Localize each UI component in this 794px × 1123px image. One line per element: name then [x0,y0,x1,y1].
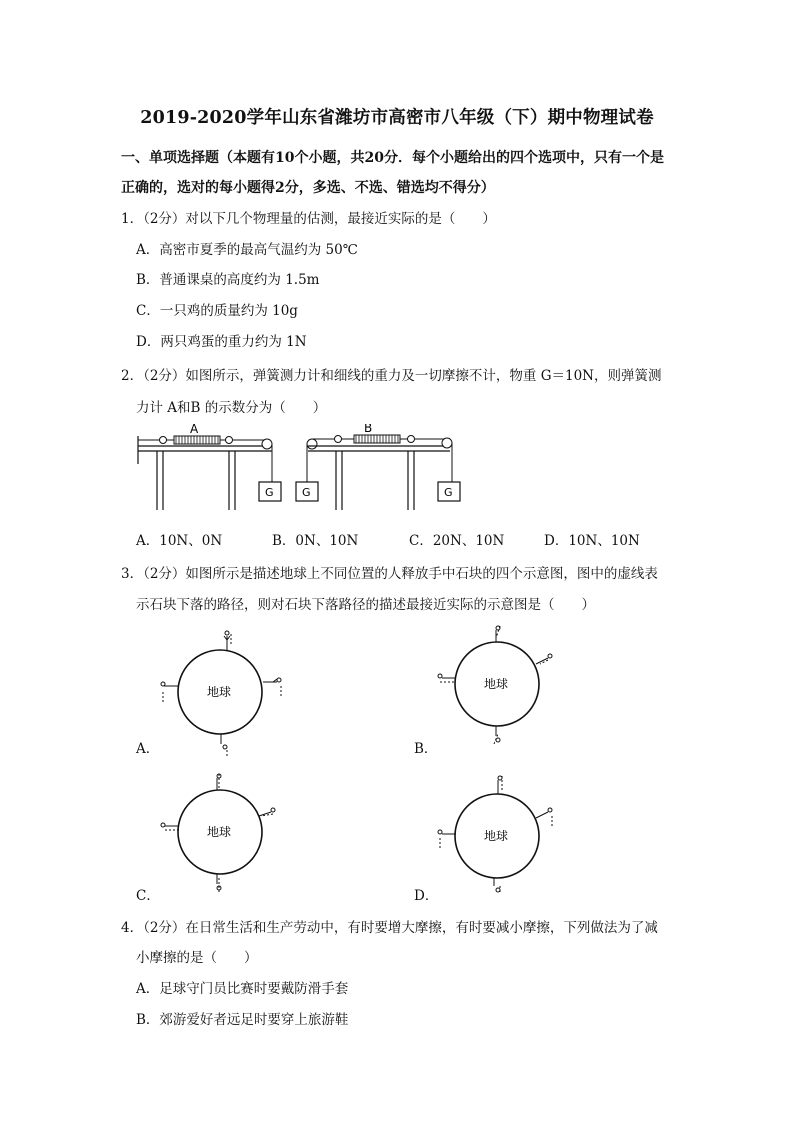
spring-scale-a [138,436,266,444]
right-table [308,446,450,510]
weight-g-1-label: G [265,486,274,499]
weight-g-2-label: G [302,486,311,499]
page-title: 2019-2020学年山东省潍坊市高密市八年级（下）期中物理试卷 [140,108,654,128]
question-4-stem-line-1: 4．（2分）在日常生活和生产劳动中，有时要增大摩擦，有时要减小摩擦，下列做法为了减 [121,920,658,936]
earth-figure-a [155,626,290,756]
question-4-stem-line-2: 小摩擦的是（ ） [136,950,258,966]
spring-scale-b [312,435,446,443]
earth-label-b: 地球 [484,677,509,691]
question-2-option-b: B．0N、10N [272,533,359,549]
question-1-option-b: B．普通课桌的高度约为 1.5m [136,272,320,288]
section-heading-line-1: 一、单项选择题（本题有10个小题，共20分．每个小题给出的四个选项中，只有一个是 [121,150,664,166]
question-3-option-b: B． [414,741,438,757]
label-a: A [190,424,199,436]
label-b: B [364,424,373,435]
question-2-stem-line-1: 2．（2分）如图所示，弹簧测力计和细线的重力及一切摩擦不计，物重 G＝10N，则弹簧测 [121,368,662,384]
earth-figure-c [155,770,290,895]
question-2-option-a: A．10N、0N [136,533,223,549]
question-3-stem-line-1: 3．（2分）如图所示是描述地球上不同位置的人释放手中石块的四个示意图，图中的虚线表 [121,566,658,582]
earth-figure-d [432,770,567,895]
earth-figure-b [432,622,567,752]
question-2-option-d: D．10N、10N [544,533,640,549]
question-3-option-a: A． [136,741,160,757]
pulley-3 [442,438,452,482]
earth-label-c: 地球 [207,825,232,839]
question-3-option-d: D． [414,888,439,904]
weight-g-3-label: G [444,486,453,499]
question-1-option-d: D．两只鸡蛋的重力约为 1N [136,334,307,350]
question-1-option-c: C．一只鸡的质量约为 10g [136,303,298,319]
left-table [138,436,272,510]
question-4-option-b: B．郊游爱好者远足时要穿上旅游鞋 [136,1012,349,1028]
question-3-option-c: C． [136,888,160,904]
question-3-stem-line-2: 示石块下落的路径，则对石块下落路径的描述最接近实际的示意图是（ ） [136,597,595,613]
question-4-option-a: A．足球守门员比赛时要戴防滑手套 [136,981,349,997]
question-1-option-a: A．高密市夏季的最高气温约为 50℃ [136,242,358,258]
question-1-stem: 1．（2分）对以下几个物理量的估测，最接近实际的是（ ） [121,211,496,227]
earth-label-a: 地球 [207,685,232,699]
spring-scale-figure [130,424,480,514]
pulley-1 [262,439,272,482]
earth-label-d: 地球 [484,829,509,843]
question-2-option-c: C．20N、10N [409,533,505,549]
section-heading-line-2: 正确的，选对的每小题得2分，多选、不选、错选均不得分） [121,180,495,196]
question-2-stem-line-2: 力计 A和B 的示数分为（ ） [136,400,327,416]
